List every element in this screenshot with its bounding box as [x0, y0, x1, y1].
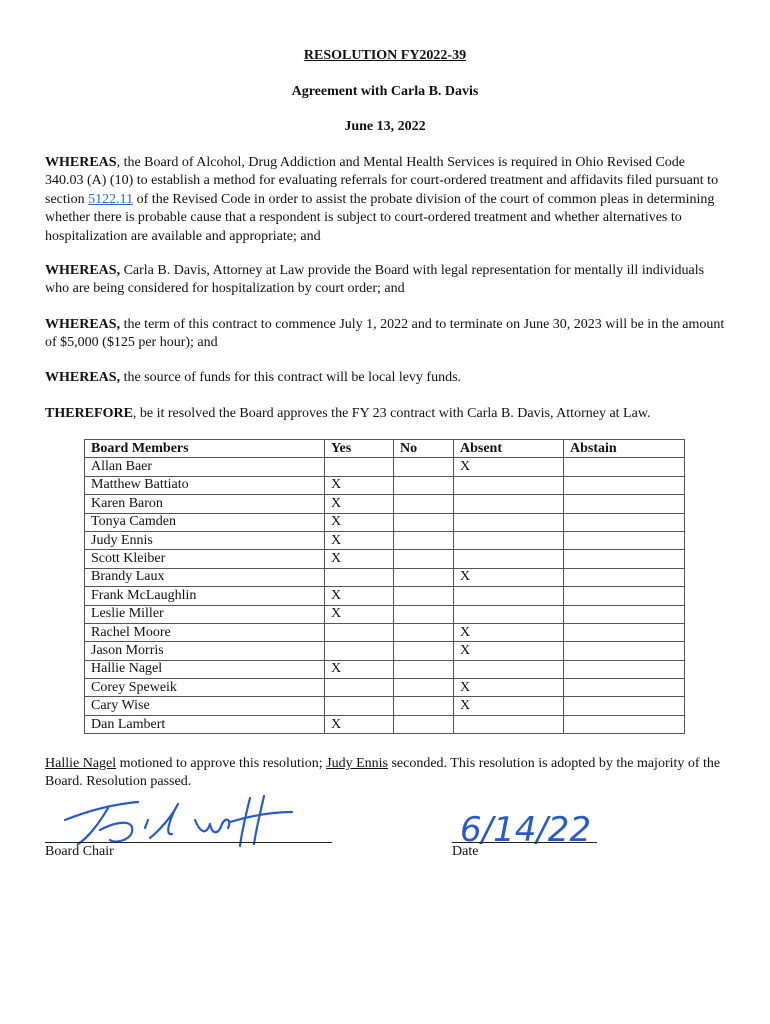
member-name-cell: Hallie Nagel [85, 660, 325, 678]
member-name-cell: Karen Baron [85, 495, 325, 513]
handwritten-date-text: 6/14/22 [460, 810, 592, 850]
vote-table-row [85, 568, 685, 586]
vote-table-row [85, 642, 685, 660]
vote-yes-cell [325, 568, 394, 586]
member-name-cell: Matthew Battiato [85, 476, 325, 494]
header-absent: Absent [454, 440, 564, 458]
vote-yes-cell: X [325, 587, 394, 605]
vote-yes-cell: X [325, 531, 394, 549]
board-chair-signature-line [45, 842, 332, 843]
vote-abstain-cell [564, 697, 685, 715]
paragraph-text: , be it resolved the Board approves the FY 23 contract with Carla B. Davis, Attorney at Law. [132, 406, 651, 421]
vote-abstain-cell [564, 587, 685, 605]
whereas-paragraph-3 [45, 316, 725, 353]
vote-no-cell [394, 660, 454, 678]
date-signature-line [452, 842, 597, 843]
vote-yes-cell [325, 623, 394, 641]
vote-abstain-cell [564, 660, 685, 678]
vote-yes-cell: X [325, 495, 394, 513]
vote-table-header-row [85, 440, 685, 458]
vote-table-row [85, 697, 685, 715]
vote-absent-cell [454, 531, 564, 549]
vote-table-row [85, 660, 685, 678]
vote-no-cell [394, 550, 454, 568]
vote-no-cell [394, 531, 454, 549]
header-abstain: Abstain [564, 440, 685, 458]
paragraph-text: the term of this contract to commence July 1, 2022 and to terminate on June 30, 2023 will be in the amount of $5,000 ($125 per hour); and [45, 317, 725, 351]
vote-abstain-cell [564, 715, 685, 733]
vote-no-cell [394, 476, 454, 494]
vote-no-cell [394, 513, 454, 531]
vote-table-row [85, 531, 685, 549]
vote-absent-cell [454, 513, 564, 531]
vote-abstain-cell [564, 679, 685, 697]
vote-absent-cell: X [454, 623, 564, 641]
vote-yes-cell: X [325, 660, 394, 678]
whereas-lead: WHEREAS, [45, 263, 121, 278]
vote-yes-cell [325, 458, 394, 476]
vote-yes-cell: X [325, 605, 394, 623]
vote-table-row [85, 715, 685, 733]
vote-no-cell [394, 679, 454, 697]
vote-abstain-cell [564, 531, 685, 549]
member-name-cell: Leslie Miller [85, 605, 325, 623]
vote-table-row [85, 550, 685, 568]
vote-yes-cell: X [325, 476, 394, 494]
board-chair-signature [60, 790, 300, 850]
vote-no-cell [394, 697, 454, 715]
vote-yes-cell [325, 679, 394, 697]
whereas-lead: WHEREAS, [45, 317, 121, 332]
vote-absent-cell: X [454, 679, 564, 697]
vote-table-row [85, 458, 685, 476]
vote-absent-cell [454, 605, 564, 623]
vote-table-row [85, 605, 685, 623]
vote-abstain-cell [564, 605, 685, 623]
vote-no-cell [394, 623, 454, 641]
vote-absent-cell [454, 476, 564, 494]
vote-yes-cell [325, 697, 394, 715]
resolution-title: RESOLUTION FY2022-39 [303, 48, 467, 63]
motion-text: motioned to approve this resolution; [116, 756, 327, 771]
vote-abstain-cell [564, 476, 685, 494]
vote-absent-cell: X [454, 697, 564, 715]
motion-mover: Hallie Nagel [45, 756, 117, 771]
signature-strokes [65, 796, 292, 846]
vote-absent-cell: X [454, 642, 564, 660]
paragraph-text: of the Revised Code in order to assist the probate division of the court of common pleas in determining whether there is probable cause that a respondent is subject to court-ordered treatment and whether alternatives to hospitalization are available and appropriate; and [45, 191, 715, 244]
vote-no-cell [394, 715, 454, 733]
vote-absent-cell: X [454, 568, 564, 586]
vote-abstain-cell [564, 568, 685, 586]
resolution-subtitle: Agreement with Carla B. Davis [291, 84, 479, 99]
vote-absent-cell [454, 660, 564, 678]
vote-no-cell [394, 642, 454, 660]
vote-yes-cell: X [325, 513, 394, 531]
vote-table-row [85, 476, 685, 494]
vote-table-row [85, 495, 685, 513]
member-name-cell: Tonya Camden [85, 513, 325, 531]
member-name-cell: Scott Kleiber [85, 550, 325, 568]
vote-abstain-cell [564, 458, 685, 476]
header-yes: Yes [325, 440, 394, 458]
date-label: Date [452, 844, 479, 859]
member-name-cell: Jason Morris [85, 642, 325, 660]
motion-paragraph [45, 755, 725, 792]
member-name-cell: Dan Lambert [85, 715, 325, 733]
vote-abstain-cell [564, 513, 685, 531]
resolution-date: June 13, 2022 [344, 119, 426, 134]
vote-yes-cell [325, 642, 394, 660]
vote-table-row [85, 587, 685, 605]
whereas-lead: WHEREAS [45, 155, 117, 170]
vote-absent-cell [454, 495, 564, 513]
vote-yes-cell: X [325, 715, 394, 733]
motion-text: seconded. This resolution is adopted by the majority of the Board. Resolution passed. [45, 756, 721, 790]
whereas-paragraph-4 [45, 369, 725, 387]
whereas-paragraph-1 [45, 154, 725, 246]
header-board-members: Board Members [85, 440, 325, 458]
member-name-cell: Cary Wise [85, 697, 325, 715]
vote-abstain-cell [564, 550, 685, 568]
vote-no-cell [394, 458, 454, 476]
vote-table-row [85, 679, 685, 697]
vote-absent-cell [454, 715, 564, 733]
vote-absent-cell: X [454, 458, 564, 476]
member-name-cell: Frank McLaughlin [85, 587, 325, 605]
vote-abstain-cell [564, 623, 685, 641]
member-name-cell: Allan Baer [85, 458, 325, 476]
member-name-cell: Corey Speweik [85, 679, 325, 697]
paragraph-text: , the Board of Alcohol, Drug Addiction and Mental Health Services is required in Ohio Revised Code 340.03 (A) (10) to establish a method for evaluating referrals for court-ordered treatment and affidavits filed pursuant to section [45, 155, 719, 207]
vote-no-cell [394, 495, 454, 513]
vote-abstain-cell [564, 642, 685, 660]
vote-no-cell [394, 587, 454, 605]
motion-seconder: Judy Ennis [326, 756, 388, 771]
paragraph-text: Carla B. Davis, Attorney at Law provide the Board with legal representation for mentally ill individuals who are being considered for hospitalization by court order; and [45, 263, 705, 297]
vote-no-cell [394, 605, 454, 623]
vote-table-body [85, 458, 685, 734]
paragraph-text: the source of funds for this contract will be local levy funds. [120, 370, 462, 385]
vote-absent-cell [454, 587, 564, 605]
member-name-cell: Judy Ennis [85, 531, 325, 549]
header-no: No [394, 440, 454, 458]
board-chair-label: Board Chair [45, 844, 114, 859]
vote-table-row [85, 623, 685, 641]
vote-table [84, 439, 685, 734]
vote-no-cell [394, 568, 454, 586]
whereas-paragraph-2 [45, 262, 725, 299]
vote-abstain-cell [564, 495, 685, 513]
whereas-lead: WHEREAS, [45, 370, 121, 385]
vote-table-row [85, 513, 685, 531]
vote-yes-cell: X [325, 550, 394, 568]
section-link[interactable]: 5122.11 [88, 191, 134, 207]
member-name-cell: Rachel Moore [85, 623, 325, 641]
therefore-paragraph [45, 405, 725, 423]
vote-absent-cell [454, 550, 564, 568]
member-name-cell: Brandy Laux [85, 568, 325, 586]
therefore-lead: THEREFORE [45, 406, 133, 421]
